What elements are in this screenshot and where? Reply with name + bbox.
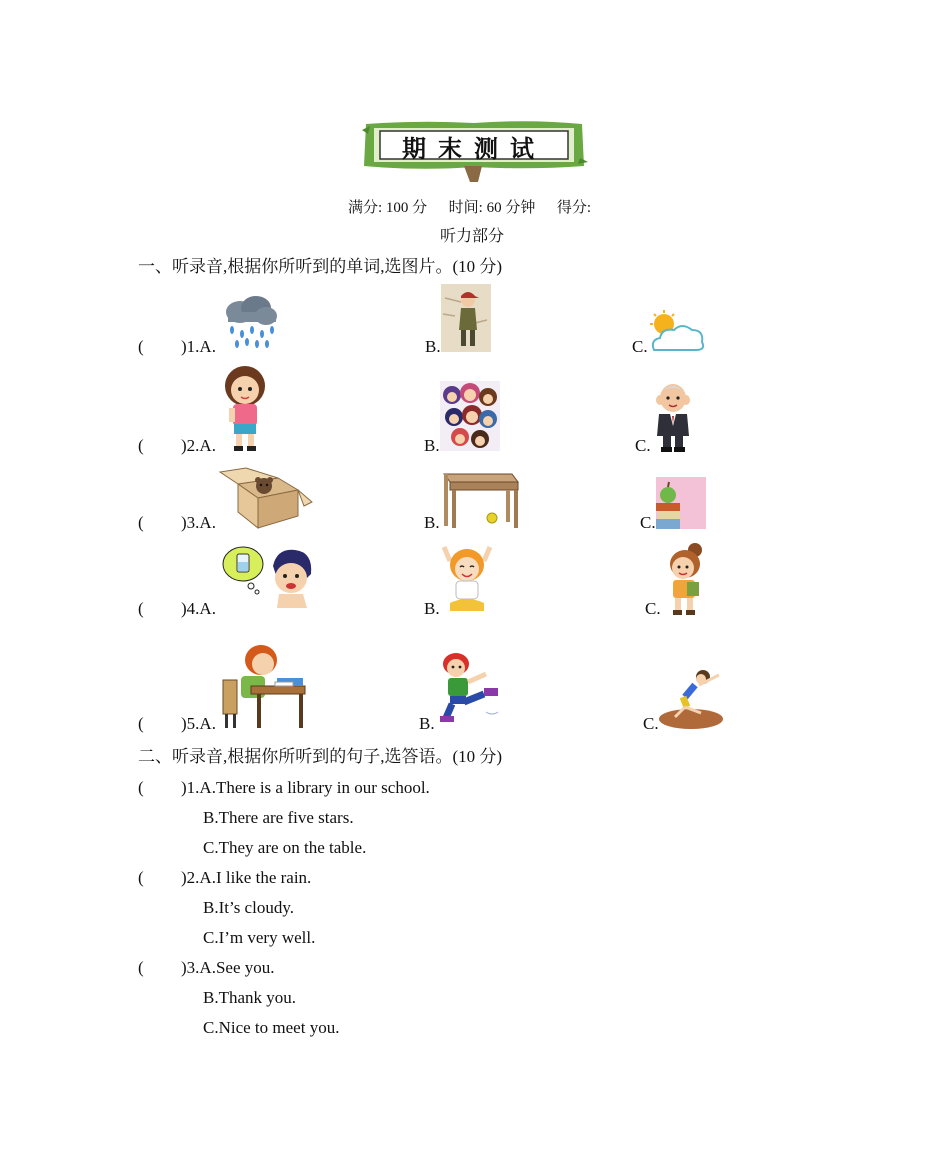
option-b-label: B. <box>425 337 441 356</box>
old-man-icon <box>651 382 695 454</box>
option-c-label: C. <box>640 513 656 532</box>
title-banner <box>360 118 588 184</box>
girl-with-bag-icon <box>661 542 709 616</box>
ball-under-desk-icon <box>440 466 520 530</box>
question-option-c: C.They are on the table. <box>203 838 367 857</box>
answer-paren: ( <box>138 599 144 618</box>
section2-heading: 二、听录音,根据你所听到的句子,选答语。(10 分) <box>138 747 503 766</box>
part-heading: 听力部分 <box>440 228 505 245</box>
girl-icon <box>219 364 271 452</box>
question-number: )1.A. <box>181 337 216 356</box>
question-option-a: )1.A.There is a library in our school. <box>181 778 430 797</box>
boy-skating-icon <box>440 652 504 728</box>
question-option-b: B.Thank you. <box>203 988 297 1007</box>
question-number: )5.A. <box>181 714 216 733</box>
family-group-icon <box>440 381 500 451</box>
sun-cloud-icon <box>648 310 706 354</box>
answer-paren: ( <box>138 778 144 797</box>
apple-on-books-icon <box>656 477 706 529</box>
answer-paren: ( <box>138 868 144 887</box>
bear-in-box-icon <box>218 462 314 530</box>
full-score: 满分: 100 分 <box>348 200 428 216</box>
score-label: 得分: <box>556 200 592 216</box>
option-b-label: B. <box>419 714 435 733</box>
wind-girl-icon <box>441 284 491 352</box>
question-option-a: )3.A.See you. <box>181 958 275 977</box>
thirsty-boy-icon <box>221 544 315 610</box>
option-b-label: B. <box>424 436 440 455</box>
option-c-label: C. <box>645 599 661 618</box>
long-jump-icon <box>657 667 727 731</box>
question-option-c: C.I’m very well. <box>203 928 316 947</box>
happy-girl-icon <box>440 543 494 615</box>
section1-heading: 一、听录音,根据你所听到的单词,选图片。(10 分) <box>138 257 503 276</box>
option-c-label: C. <box>635 436 651 455</box>
option-c-label: C. <box>632 337 648 356</box>
time-limit: 时间: 60 分钟 <box>448 200 536 216</box>
answer-paren: ( <box>138 958 144 977</box>
question-option-b: B.It’s cloudy. <box>203 898 294 917</box>
question-number: )3.A. <box>181 513 216 532</box>
rain-cloud-icon <box>220 294 280 350</box>
option-b-label: B. <box>424 513 440 532</box>
question-option-a: )2.A.I like the rain. <box>181 868 312 887</box>
question-number: )4.A. <box>181 599 216 618</box>
question-option-b: B.There are five stars. <box>203 808 354 827</box>
question-option-c: C.Nice to meet you. <box>203 1018 340 1037</box>
answer-paren: ( <box>138 436 144 455</box>
answer-paren: ( <box>138 337 144 356</box>
girl-studying-icon <box>221 642 309 730</box>
page-title: 期末测试 <box>402 135 546 163</box>
option-c-label: C. <box>643 714 659 733</box>
option-b-label: B. <box>424 599 440 618</box>
question-number: )2.A. <box>181 436 216 455</box>
answer-paren: ( <box>138 513 144 532</box>
meta-line <box>348 198 591 218</box>
answer-paren: ( <box>138 714 144 733</box>
